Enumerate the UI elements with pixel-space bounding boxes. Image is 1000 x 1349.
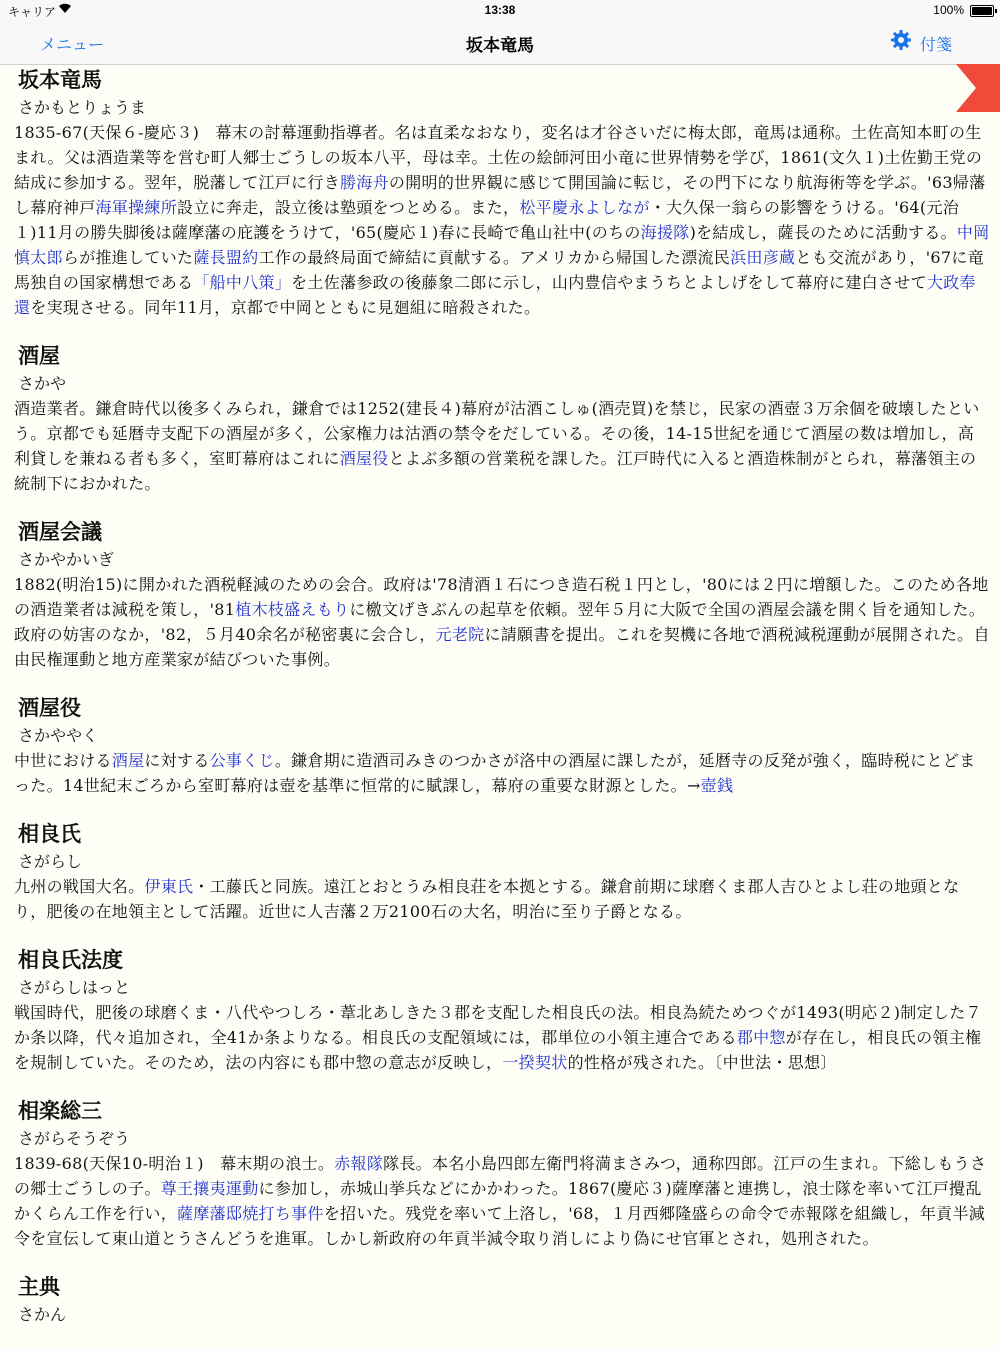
cross-reference-link[interactable]: 尊王攘夷運動 — [160, 1179, 259, 1198]
dictionary-entry — [14, 66, 990, 320]
cross-reference-link[interactable]: 「船中八策」 — [193, 273, 292, 292]
entry-body — [14, 874, 990, 924]
cross-reference-link[interactable]: 郡中惣 — [736, 1028, 786, 1047]
dictionary-entry — [14, 820, 990, 924]
entry-reading: さかやかいぎ — [18, 550, 115, 569]
dictionary-entry — [14, 518, 990, 672]
entry-title: 坂本竜馬 — [18, 69, 102, 92]
body-text: 。鎌倉期に造酒司みきのつかさが洛中の酒屋に課したが，延暦寺の反発が強く，臨時税にとどまった。14世紀末ごろから室町幕府は壺を基準に恒常的に賦課し，幕府の重要な財源とした。→ — [14, 751, 976, 795]
entry-body — [14, 1151, 990, 1251]
body-text: 酒造業者。鎌倉時代以後多くみられ，鎌倉では1252(建長４)幕府が沽酒こしゅ(酒売買)を禁じ，民家の酒壺３万余個を破壊したという。京都でも延暦寺支配下の酒屋が多く，公家権力は沽酒の禁令をだしている。その後，14-15世紀を通じて酒屋の数は増加し，高利貸しを兼ねる者も多く，室町幕府はこれに — [14, 399, 980, 468]
cross-reference-link[interactable]: 酒屋役 — [339, 449, 389, 468]
body-text: ・大久保一翁らの影響をうける。'64(元治１)11月の勝失脚後は薩摩藩の庇護をうけて，'65(慶応１)春に長崎で亀山社中(のちの — [14, 198, 960, 242]
entry-reading: さかややく — [18, 726, 99, 745]
dictionary-entry — [14, 1097, 990, 1251]
dictionary-entry — [14, 694, 990, 798]
cross-reference-link[interactable]: 元老院 — [435, 625, 485, 644]
body-text: 1839-68(天保10-明治１) 幕末期の浪士。 — [14, 1154, 335, 1173]
body-text: が存在し，相良氏の領主権を規制していた。そのため，法の内容にも郡中惣の意志が反映し， — [14, 1028, 982, 1072]
entry-reading: さがらしはっと — [18, 978, 131, 997]
cross-reference-link[interactable]: 伊東氏 — [144, 877, 194, 896]
body-text: 工作の最終局面で締結に貢献する。アメリカから帰国した漂流民 — [258, 248, 731, 267]
body-text: 的性格が残された。〔中世法・思想〕 — [567, 1053, 837, 1072]
entry-title: 酒屋役 — [18, 697, 81, 720]
cross-reference-link[interactable]: 浜田彦蔵 — [730, 248, 796, 267]
gear-icon[interactable] — [890, 29, 912, 51]
body-text: 戦国時代，肥後の球磨くま・八代やつしろ・葦北あしきた３郡を支配した相良氏の法。相良為続ためつぐが1493(明応２)制定した７か条以降，代々追加され，全41か条よりなる。相良氏の支配領域には，郡単位の小領主連合である — [14, 1003, 982, 1047]
cross-reference-link[interactable]: 勝海舟 — [340, 173, 389, 192]
body-text: に対する — [144, 751, 210, 770]
body-text: に檄文げきぶんの起草を依頼。翌年５月に大阪で全国の酒屋会議を開く旨を通知した。政府の妨害のなか，'82，５月40余名が秘密裏に会合し， — [14, 600, 986, 644]
cross-reference-link[interactable]: 薩長盟約 — [193, 248, 259, 267]
fusen-button[interactable]: 付箋 — [919, 37, 952, 54]
cross-reference-link[interactable]: 海軍操練所 — [95, 198, 178, 217]
cross-reference-link[interactable]: 大政奉還 — [14, 273, 976, 317]
cross-reference-link[interactable]: 薩摩藩邸焼打ち事件 — [177, 1204, 324, 1223]
status-bar — [0, 0, 1000, 20]
body-text: を招いた。残党を率いて上洛し，'68，１月西郷隆盛らの命令で赤報隊を組織し，年貢半減令を宣伝して東山道とうさんどうを進軍。しかし新政府の年貢半減令取り消しにより偽にせ官軍とされ，処刑された。 — [14, 1204, 986, 1248]
entry-body — [14, 396, 990, 496]
body-text: に請願書を提出。これを契機に各地で酒税減税運動が展開された。自由民権運動と地方産業家が結びついた事例。 — [14, 625, 990, 669]
entry-reading: さかん — [18, 1305, 67, 1324]
entry-reading: さかや — [18, 374, 67, 393]
body-text: )を結成し，薩長のために活動する。 — [689, 223, 957, 242]
carrier-label: キャリア — [8, 5, 57, 19]
entry-reading: さがらそうぞう — [18, 1129, 131, 1148]
entry-reading: さがらし — [18, 852, 83, 871]
battery-percentage: 100% — [933, 3, 964, 17]
dictionary-entry — [14, 1273, 990, 1327]
battery-icon — [970, 5, 994, 17]
cross-reference-link[interactable]: 海援隊 — [640, 223, 690, 242]
dictionary-entry — [14, 342, 990, 496]
entry-title: 酒屋会議 — [18, 521, 102, 544]
body-text: 中世における — [14, 751, 112, 770]
entry-title: 相良氏 — [18, 823, 81, 846]
body-text: らが推進していた — [62, 248, 194, 267]
cross-reference-link[interactable]: 壺銭 — [700, 776, 734, 795]
entry-body — [14, 120, 990, 320]
cross-reference-link[interactable]: 赤報隊 — [334, 1154, 384, 1173]
entry-reading: さかもとりょうま — [18, 98, 147, 117]
page-title: 坂本竜馬 — [466, 36, 534, 55]
cross-reference-link[interactable]: 中岡慎太郎 — [14, 223, 990, 267]
navigation-bar — [0, 20, 1000, 65]
cross-reference-link[interactable]: 一揆契状 — [502, 1053, 568, 1072]
body-text: 1835-67(天保６-慶応３) 幕末の討幕運動指導者。名は直柔なおなり，変名は才谷さいだに梅太郎，竜馬は通称。土佐高知本町の生まれ。父は酒造業等を営む町人郷士ごうしの坂本八平，母は幸。土佐の絵師河田小竜に世界情勢を学び，1861(文久１)土佐勤王党の結成に参加する。翌年，脱藩して江戸に行き — [14, 123, 983, 192]
menu-button[interactable]: メニュー — [40, 37, 105, 54]
body-text: ・工藤氏と同族。遠江とおとうみ相良荘を本拠とする。鎌倉前期に球磨くま郡人吉ひとよし荘の地頭となり，肥後の在地領主として活躍。近世に人吉藩２万2100石の大名，明治に至り子爵となる。 — [14, 877, 960, 921]
body-text: を実現させる。同年11月，京都で中岡とともに見廻組に暗殺された。 — [30, 298, 541, 317]
body-text: を土佐藩参政の後藤象二郎に示し，山内豊信やまうちとよしげをして幕府に建白させて — [291, 273, 927, 292]
body-text: 設立に奔走，設立後は塾頭をつとめる。また， — [177, 198, 520, 217]
cross-reference-link[interactable]: 植木枝盛えもり — [235, 600, 350, 619]
entry-title: 相楽総三 — [18, 1100, 102, 1123]
cross-reference-link[interactable]: 公事くじ — [209, 751, 275, 770]
body-text: 隊長。本名小島四郎左衛門将満まさみつ，通称四郎。江戸の生まれ。下総しもうさの郷士ごうしの子。 — [14, 1154, 987, 1198]
entry-body — [14, 572, 990, 672]
cross-reference-link[interactable]: 酒屋 — [111, 751, 145, 770]
entry-title: 酒屋 — [18, 345, 60, 368]
body-text: 九州の戦国大名。 — [14, 877, 145, 896]
entry-body — [14, 1000, 990, 1075]
entry-body — [14, 748, 990, 798]
body-text: の開明的世界観に感じて開国論に転じ，その門下になり航海術等を学ぶ。'63帰藩し幕府神戸 — [14, 173, 986, 217]
body-text: とよぶ多額の営業税を課した。江戸時代に入ると酒造株制がとられ，幕藩領主の統制下におかれた。 — [14, 449, 977, 493]
dictionary-entries — [14, 66, 990, 1349]
body-text: とも交流があり，'67に竜馬独自の国家構想である — [14, 248, 984, 292]
cross-reference-link[interactable]: 松平慶永よしなが — [519, 198, 650, 217]
entry-title: 相良氏法度 — [18, 949, 123, 972]
dictionary-entry — [14, 946, 990, 1075]
body-text: 1882(明治15)に開かれた酒税軽減のための会合。政府は'78清酒１石につき造石税１円とし，'80には２円に増額した。このため各地の酒造業者は減税を策し，'81 — [14, 575, 989, 619]
entry-title: 主典 — [18, 1276, 60, 1299]
body-text: に参加し，赤城山挙兵などにかかわった。1867(慶応３)薩摩藩と連携し，浪士隊を率いて江戸攪乱かくらん工作を行い， — [14, 1179, 982, 1223]
status-time: 13:38 — [484, 3, 516, 17]
